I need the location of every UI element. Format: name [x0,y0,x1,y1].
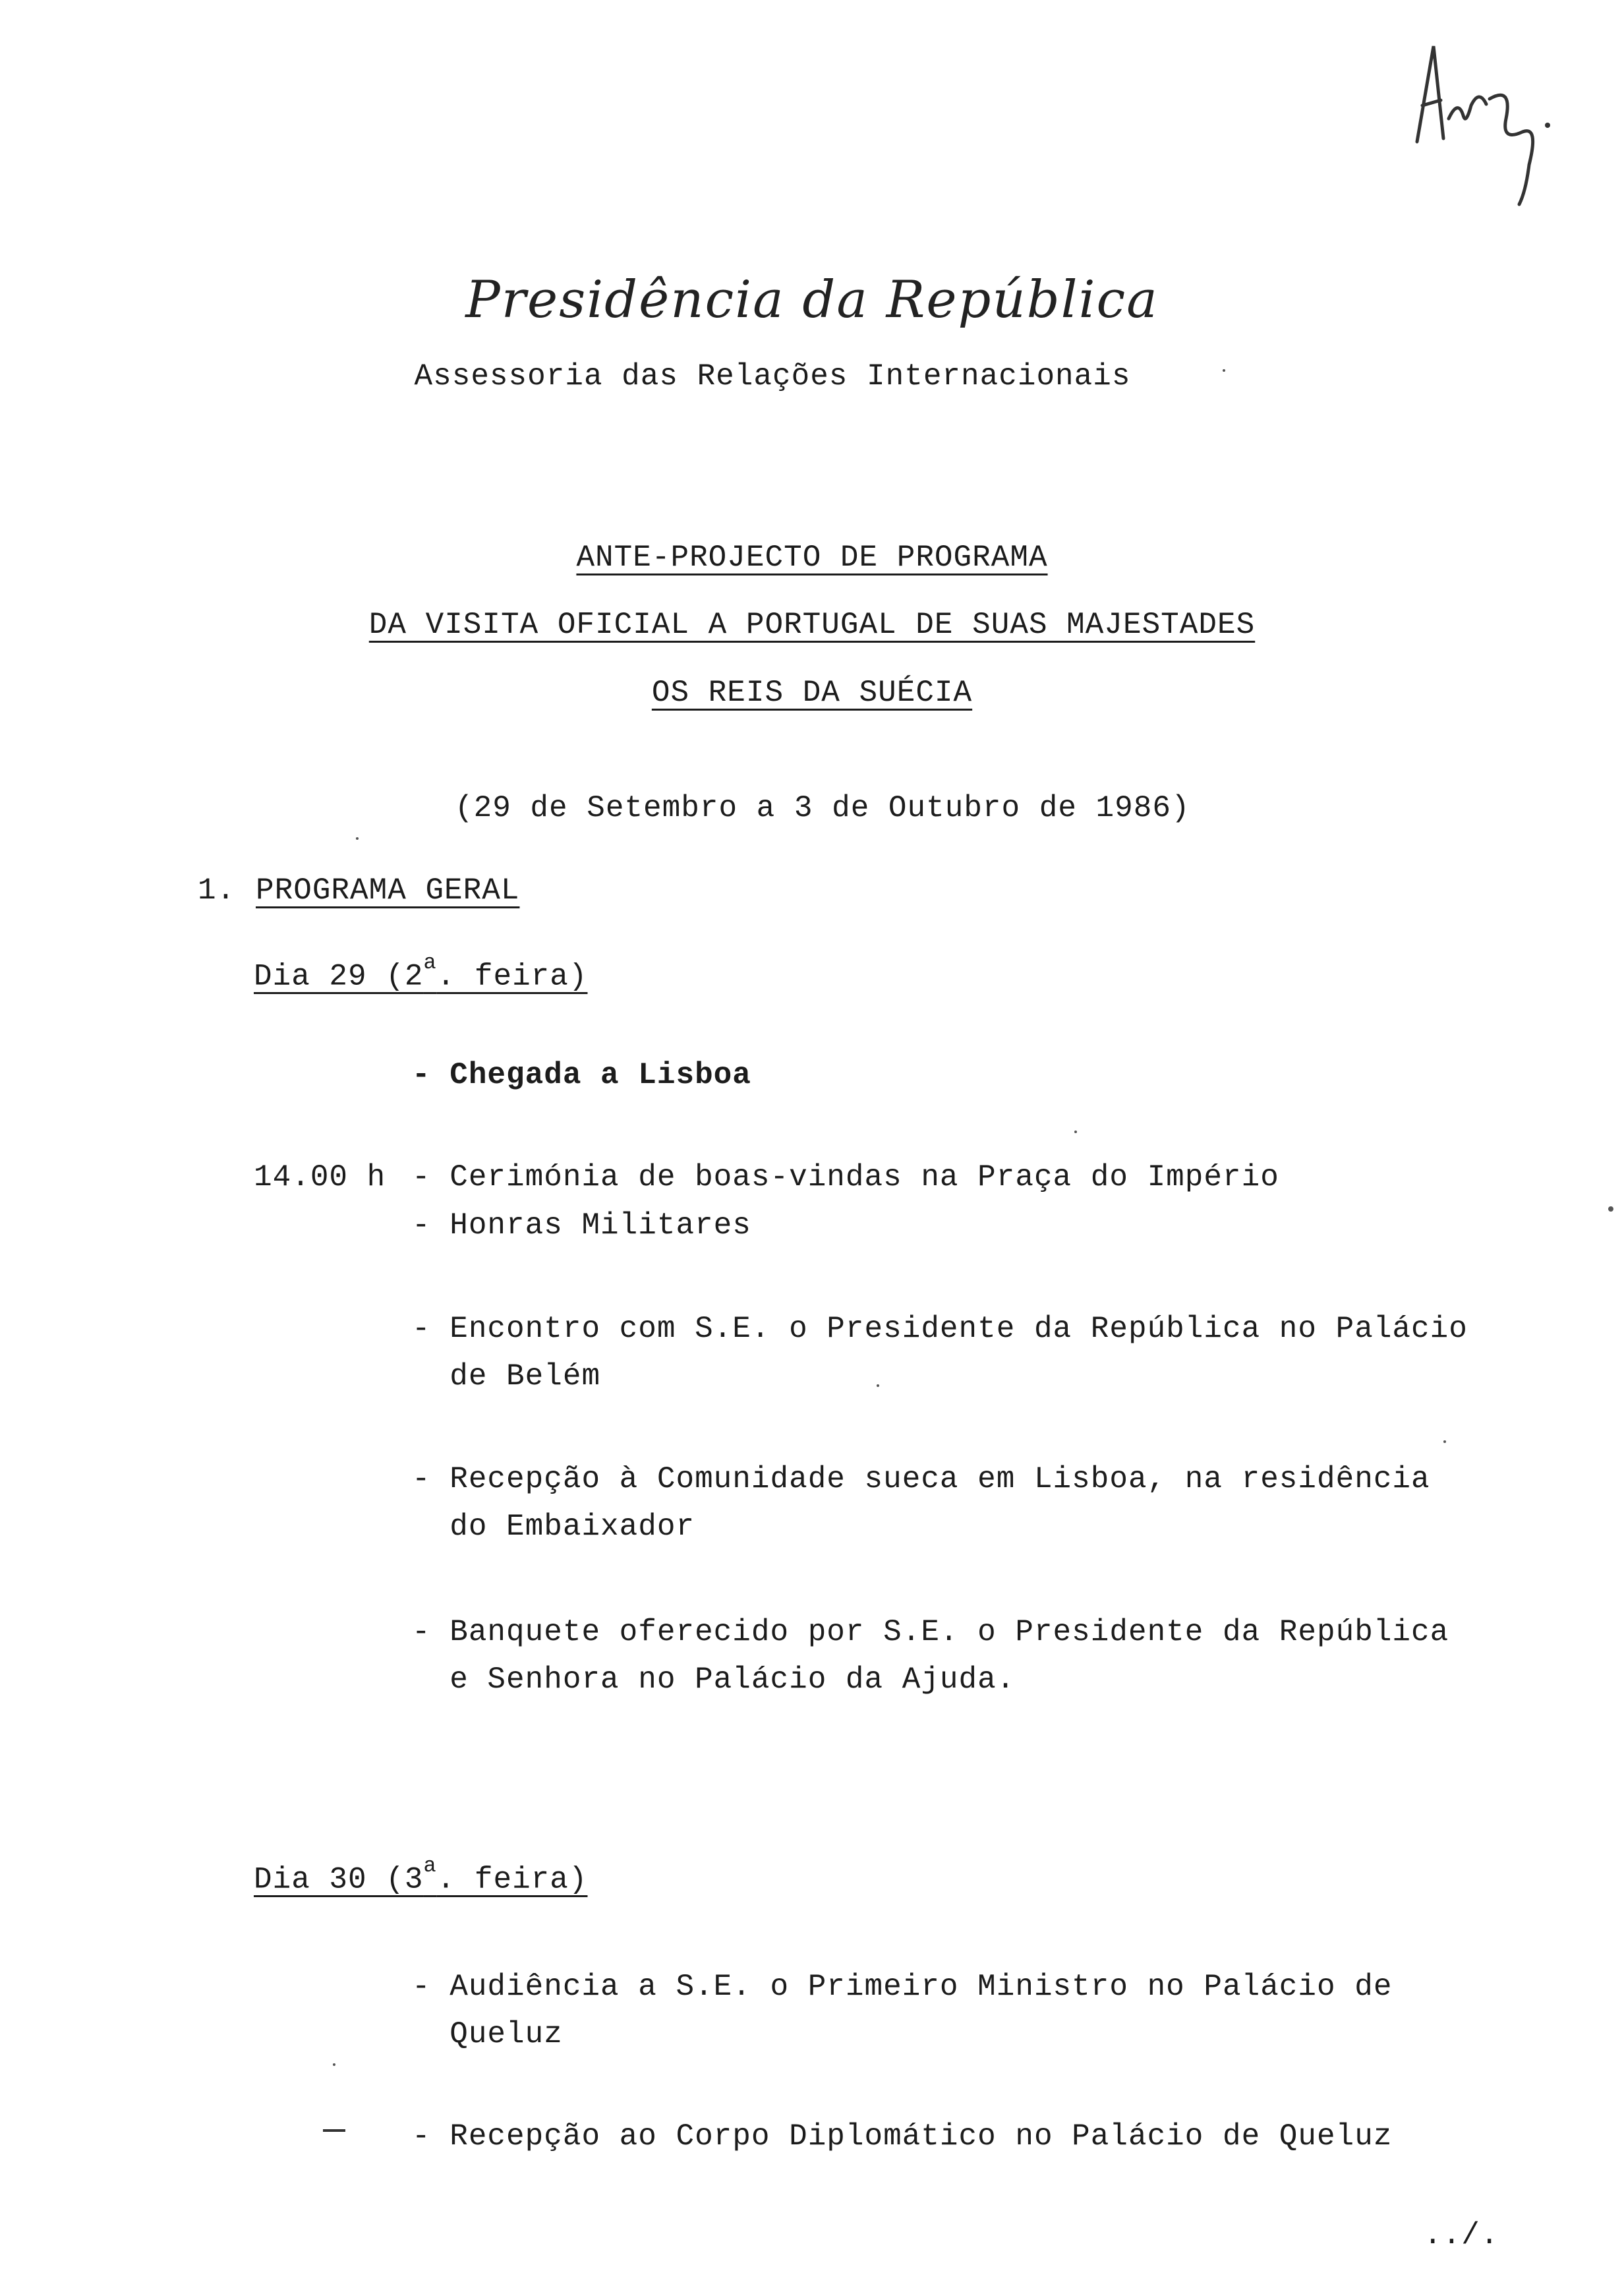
section-number: 1. [198,873,236,908]
day-29-ordinal: a [423,951,437,975]
department-name: Assessoria das Relações Internacionais [414,359,1131,394]
section-heading: PROGRAMA GERAL [256,873,520,908]
list-item: - Banquete oferecido por S.E. o Presidente da República [412,1615,1449,1649]
list-item: - Recepção ao Corpo Diplomático no Palácio de Queluz [412,2119,1393,2154]
day-29-label-prefix: Dia 29 (2 [254,959,424,994]
list-item: - Encontro com S.E. o Presidente da República no Palácio [412,1312,1468,1346]
list-item: - Cerimónia de boas-vindas na Praça do Império [412,1160,1279,1194]
list-item: Queluz [412,2017,563,2051]
handwritten-annotation [1397,26,1569,224]
letterhead-title: Presidência da República [465,270,1159,330]
scan-speck [1223,369,1225,372]
scan-speck [877,1384,879,1387]
day-30-label-suffix: . feira) [436,1862,588,1897]
scan-speck [356,837,359,840]
scan-speck [333,2063,335,2066]
continuation-mark: ../. [1424,2218,1499,2252]
day-30-heading [254,1854,588,1897]
list-item: e Senhora no Palácio da Ajuda. [412,1662,1016,1697]
list-item: - Chegada a Lisboa [412,1058,751,1092]
scan-speck [1608,1206,1613,1212]
day-30-ordinal: a [423,1854,437,1878]
title-line-3: OS REIS DA SUÉCIA [651,676,973,710]
list-item: de Belém [412,1359,601,1394]
time-label: 14.00 h [254,1160,386,1194]
list-item: - Recepção à Comunidade sueca em Lisboa, na residência [412,1462,1430,1496]
title-line-1: ANTE-PROJECTO DE PROGRAMA [576,541,1048,575]
day-29-label-suffix: . feira) [436,959,588,994]
list-item: - Honras Militares [412,1208,751,1243]
margin-mark [323,2129,345,2132]
list-item: do Embaixador [412,1510,695,1544]
visit-dates: (29 de Setembro a 3 de Outubro de 1986) [455,791,1190,825]
day-29-heading [254,951,588,994]
scan-speck [1074,1131,1077,1133]
scan-speck [1443,1440,1446,1443]
title-line-2: DA VISITA OFICIAL A PORTUGAL DE SUAS MAJESTADES [368,608,1256,642]
list-item: - Audiência a S.E. o Primeiro Ministro no Palácio de [412,1970,1393,2004]
day-30-label-prefix: Dia 30 (3 [254,1862,424,1897]
